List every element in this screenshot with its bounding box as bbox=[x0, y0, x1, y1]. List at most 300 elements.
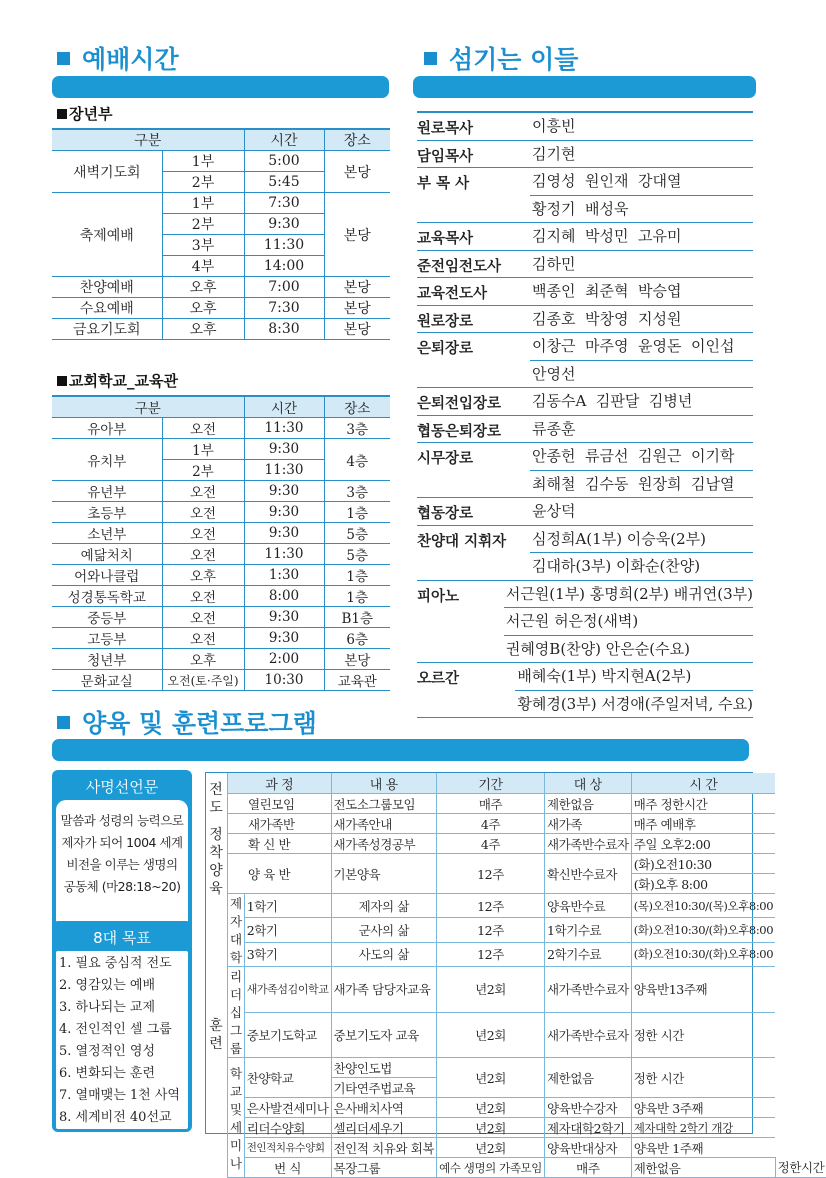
dept-name: 고등부 bbox=[52, 628, 162, 649]
table-row bbox=[52, 277, 390, 298]
servant-names bbox=[532, 443, 753, 497]
dept-name: 예닮처치 bbox=[52, 544, 162, 565]
target-cell: 새가족반수료자 bbox=[544, 834, 631, 854]
servant-row bbox=[417, 333, 753, 388]
servant-row bbox=[417, 278, 753, 306]
service-name: 새벽기도회 bbox=[52, 151, 162, 193]
servant-row bbox=[417, 251, 753, 279]
content-cell: 기본양육 bbox=[331, 854, 437, 894]
mission-statement-box bbox=[52, 770, 192, 940]
servant-role: 부 목 사 bbox=[417, 168, 532, 222]
dept-name: 청년부 bbox=[52, 649, 162, 670]
dept-name: 유년부 bbox=[52, 481, 162, 502]
table-row bbox=[52, 502, 390, 523]
servant-row bbox=[417, 498, 753, 526]
course-cell: 3학기 bbox=[244, 942, 331, 966]
group-cell: 리더십 그룹 bbox=[228, 967, 245, 1058]
time-cell: (화)오전10:30/(화)오후8:00 bbox=[631, 942, 775, 966]
servant-role: 피아노 bbox=[417, 581, 506, 663]
servant-names-line: 이창근 마주영 윤영돈 이인섭 bbox=[532, 333, 753, 360]
target-cell: 제한없음 bbox=[631, 1158, 775, 1178]
servant-names-line: 이흥빈 bbox=[532, 113, 753, 140]
service-part: 1부 bbox=[162, 193, 244, 214]
mission-text: 말씀과 성령의 능력으로 제자가 되어 1004 세계 비전을 이루는 생명의 공동체 (마28:18~20) bbox=[56, 800, 188, 908]
period-cell: 12주 bbox=[437, 894, 545, 918]
time-cell: 매주 예배후 bbox=[631, 814, 775, 834]
table-row bbox=[228, 1118, 826, 1138]
square-bullet-icon bbox=[57, 52, 70, 65]
servant-names bbox=[517, 663, 753, 717]
servant-names-line: 심정희A(1부) 이승욱(2부) bbox=[532, 526, 753, 553]
worship-section-title: 예배시간 bbox=[57, 40, 179, 76]
period-cell: 매주 bbox=[437, 794, 545, 814]
header-time: 시간 bbox=[244, 396, 324, 418]
dept-time: 9:30 bbox=[244, 523, 324, 544]
dept-time: 9:30 bbox=[244, 607, 324, 628]
table-row bbox=[52, 439, 390, 460]
servants-list bbox=[417, 111, 753, 718]
period-cell: 년2회 bbox=[437, 1012, 545, 1058]
course-cell: 새가족반 bbox=[228, 814, 332, 834]
table-row bbox=[228, 1158, 826, 1178]
content-cell: 셀리더세우기 bbox=[331, 1118, 437, 1138]
dept-part: 오전 bbox=[162, 586, 244, 607]
service-time: 5:00 bbox=[244, 151, 324, 172]
service-place: 본당 bbox=[324, 151, 390, 193]
period-cell: 4주 bbox=[437, 834, 545, 854]
content-cell: 새가족 담당자교육 bbox=[331, 967, 437, 1013]
square-bullet-icon bbox=[424, 52, 437, 65]
table-row bbox=[228, 1138, 826, 1158]
servants-title-bar bbox=[413, 76, 756, 98]
servant-names bbox=[532, 168, 753, 222]
dept-name: 어와나클럽 bbox=[52, 565, 162, 586]
servant-row bbox=[417, 581, 753, 664]
servant-names-line: 서근원(1부) 홍명희(2부) 배귀연(3부) bbox=[506, 581, 753, 608]
content-cell: 새가족성경공부 bbox=[331, 834, 437, 854]
table-row bbox=[52, 523, 390, 544]
course-cell: 1학기 bbox=[244, 894, 331, 918]
table-row bbox=[228, 894, 826, 918]
adult-worship-table bbox=[52, 128, 390, 340]
dept-place: 1층 bbox=[324, 565, 390, 586]
table-row bbox=[228, 1058, 826, 1078]
course-cell: 리더수양회 bbox=[244, 1118, 331, 1138]
dept-part: 오전 bbox=[162, 523, 244, 544]
period-cell: 년2회 bbox=[437, 967, 545, 1013]
servant-role: 담임목사 bbox=[417, 141, 532, 168]
table-row bbox=[52, 649, 390, 670]
servant-row bbox=[417, 113, 753, 141]
servant-names-line: 윤상덕 bbox=[532, 498, 753, 525]
target-cell: 1학기수료 bbox=[544, 918, 631, 942]
content-cell: 사도의 삶 bbox=[331, 942, 437, 966]
servant-names-line: 김대하(3부) 이화순(찬양) bbox=[530, 552, 753, 580]
servants-section-title: 섬기는 이들 bbox=[424, 40, 578, 76]
target-cell: 양육반대상자 bbox=[544, 1138, 631, 1158]
dept-time: 1:30 bbox=[244, 565, 324, 586]
servant-names-line: 김지혜 박성민 고유미 bbox=[532, 223, 753, 250]
dept-part: 오전 bbox=[162, 628, 244, 649]
dept-part: 1부 bbox=[162, 439, 244, 460]
servant-role: 시무장로 bbox=[417, 443, 532, 497]
table-row bbox=[52, 670, 390, 691]
time-cell: 정한 시간 bbox=[631, 1058, 775, 1098]
servant-names bbox=[532, 498, 753, 525]
header-time: 시간 bbox=[244, 129, 324, 151]
servant-names bbox=[532, 416, 753, 443]
dept-name: 초등부 bbox=[52, 502, 162, 523]
time-cell: 정한 시간 bbox=[631, 1012, 775, 1058]
servant-names-line: 김동수A 김판달 김병년 bbox=[532, 388, 753, 415]
target-cell: 양육반수강자 bbox=[544, 1098, 631, 1118]
period-cell: 년2회 bbox=[437, 1058, 545, 1098]
dept-place: 3층 bbox=[324, 481, 390, 502]
table-header-row bbox=[52, 396, 390, 418]
dept-name: 소년부 bbox=[52, 523, 162, 544]
table-row bbox=[52, 628, 390, 649]
service-part: 2부 bbox=[162, 172, 244, 193]
content-cell: 중보기도자 교육 bbox=[331, 1012, 437, 1058]
target-cell: 제한없음 bbox=[544, 794, 631, 814]
target-cell: 제한없음 bbox=[544, 1058, 631, 1098]
dept-time: 9:30 bbox=[244, 481, 324, 502]
content-cell: 예수 생명의 가족모임 bbox=[437, 1158, 545, 1178]
servant-names-line: 류종훈 bbox=[532, 416, 753, 443]
servant-names bbox=[532, 333, 753, 387]
service-part: 4부 bbox=[162, 256, 244, 277]
training-table bbox=[227, 773, 826, 1178]
dept-part: 2부 bbox=[162, 460, 244, 481]
category-nurture-label: 양 육 bbox=[206, 862, 226, 898]
content-cell: 찬양인도법 bbox=[331, 1058, 437, 1078]
servant-names bbox=[506, 581, 753, 663]
table-row bbox=[228, 854, 826, 874]
training-section-title: 양육 및 훈련프로그램 bbox=[57, 704, 317, 740]
service-time: 7:30 bbox=[244, 193, 324, 214]
dept-part: 오전 bbox=[162, 607, 244, 628]
service-place: 본당 bbox=[324, 298, 390, 319]
time-cell: 양육반 1주째 bbox=[631, 1138, 775, 1158]
dept-part: 오전 bbox=[162, 481, 244, 502]
service-time: 9:30 bbox=[244, 214, 324, 235]
servant-names-line: 안종헌 류금선 김원근 이기학 bbox=[532, 443, 753, 470]
dept-place: 1층 bbox=[324, 502, 390, 523]
time-cell: (목)오전10:30/(목)오후8:00 bbox=[631, 894, 775, 918]
table-row bbox=[52, 319, 390, 340]
dept-place: 4층 bbox=[324, 439, 390, 481]
dept-name: 성경통독학교 bbox=[52, 586, 162, 607]
service-name: 축제예배 bbox=[52, 193, 162, 277]
service-place: 본당 bbox=[324, 319, 390, 340]
servant-names-line: 최해철 김수동 원장희 김남열 bbox=[530, 470, 753, 498]
dept-place: 5층 bbox=[324, 544, 390, 565]
servant-names-line: 권혜영B(찬양) 안은순(수요) bbox=[504, 635, 753, 663]
service-part: 오후 bbox=[162, 277, 244, 298]
period-cell: 12주 bbox=[437, 918, 545, 942]
servant-names-line: 김기현 bbox=[532, 141, 753, 168]
target-cell: 새가족반수료자 bbox=[544, 1012, 631, 1058]
service-time: 7:00 bbox=[244, 277, 324, 298]
servant-row bbox=[417, 416, 753, 444]
mission-body bbox=[56, 800, 188, 932]
target-cell: 양육반수료 bbox=[544, 894, 631, 918]
dept-time: 9:30 bbox=[244, 502, 324, 523]
goal-item: 5. 열정적인 영성 bbox=[56, 1041, 188, 1063]
content-cell: 전도소그룹모임 bbox=[331, 794, 437, 814]
table-header-row bbox=[228, 773, 826, 794]
servant-names-line: 황정기 배성욱 bbox=[530, 195, 753, 223]
servant-role: 교육목사 bbox=[417, 223, 532, 250]
time-cell: 정한시간 bbox=[775, 1158, 826, 1178]
school-subtitle: 교회학교_교육관 bbox=[57, 370, 178, 391]
servant-row bbox=[417, 223, 753, 251]
period-cell: 매주 bbox=[544, 1158, 631, 1178]
dept-part: 오후 bbox=[162, 649, 244, 670]
dept-time: 8:00 bbox=[244, 586, 324, 607]
dept-time: 10:30 bbox=[244, 670, 324, 691]
service-time: 5:45 bbox=[244, 172, 324, 193]
table-row bbox=[52, 193, 390, 214]
target-cell: 2학기수료 bbox=[544, 942, 631, 966]
table-row bbox=[52, 298, 390, 319]
table-row bbox=[228, 794, 826, 814]
course-cell: 열린모임 bbox=[228, 794, 332, 814]
servant-role: 원로목사 bbox=[417, 113, 532, 140]
header-content: 내 용 bbox=[331, 773, 437, 794]
table-row bbox=[52, 151, 390, 172]
service-place: 본당 bbox=[324, 277, 390, 298]
course-cell: 찬양학교 bbox=[244, 1058, 331, 1098]
school-worship-table bbox=[52, 395, 390, 691]
service-part: 3부 bbox=[162, 235, 244, 256]
dept-place: 1층 bbox=[324, 586, 390, 607]
servant-names-line: 김하민 bbox=[532, 251, 753, 278]
square-bullet-icon bbox=[57, 716, 70, 729]
category-settle-label: 정 착 bbox=[206, 826, 226, 862]
goal-item: 3. 하나되는 교제 bbox=[56, 997, 188, 1019]
service-place: 본당 bbox=[324, 193, 390, 277]
period-cell: 년2회 bbox=[437, 1118, 545, 1138]
category-training-label: 훈 련 bbox=[206, 1017, 226, 1053]
group-cell: 제자 대학 bbox=[228, 894, 245, 967]
target-cell: 새가족 bbox=[544, 814, 631, 834]
dept-time: 9:30 bbox=[244, 439, 324, 460]
servant-names bbox=[532, 141, 753, 168]
course-cell: 전인적치유수양회 bbox=[244, 1138, 331, 1158]
dept-time: 2:00 bbox=[244, 649, 324, 670]
goal-item: 2. 영감있는 예배 bbox=[56, 975, 188, 997]
service-part: 1부 bbox=[162, 151, 244, 172]
dept-part: 오전 bbox=[162, 544, 244, 565]
course-cell: 번 식 bbox=[244, 1158, 331, 1178]
service-part: 오후 bbox=[162, 319, 244, 340]
dept-place: 6층 bbox=[324, 628, 390, 649]
table-row bbox=[228, 1012, 826, 1058]
dept-time: 11:30 bbox=[244, 544, 324, 565]
service-time: 7:30 bbox=[244, 298, 324, 319]
dept-name: 유치부 bbox=[52, 439, 162, 481]
period-cell: 년2회 bbox=[437, 1138, 545, 1158]
goal-item: 7. 열매맺는 1천 사역 bbox=[56, 1085, 188, 1107]
mission-title: 사명선언문 bbox=[52, 770, 192, 800]
servant-role: 협동장로 bbox=[417, 498, 532, 525]
table-row bbox=[228, 942, 826, 966]
dept-time: 11:30 bbox=[244, 460, 324, 481]
dept-part: 오전 bbox=[162, 418, 244, 439]
servant-role: 협동은퇴장로 bbox=[417, 416, 532, 443]
time-cell: (화)오전10:30 bbox=[631, 854, 775, 874]
service-name: 수요예배 bbox=[52, 298, 162, 319]
service-name: 금요기도회 bbox=[52, 319, 162, 340]
dept-place: B1층 bbox=[324, 607, 390, 628]
servant-role: 은퇴전입장로 bbox=[417, 388, 532, 415]
header-place: 장소 bbox=[324, 396, 390, 418]
servant-role: 교육전도사 bbox=[417, 278, 532, 305]
period-cell: 12주 bbox=[437, 854, 545, 894]
service-part: 2부 bbox=[162, 214, 244, 235]
content-cell: 새가족안내 bbox=[331, 814, 437, 834]
time-cell: (화)오후 8:00 bbox=[631, 874, 775, 894]
servant-names bbox=[532, 306, 753, 333]
servant-row bbox=[417, 663, 753, 718]
header-category: 구분 bbox=[52, 129, 244, 151]
servant-row bbox=[417, 306, 753, 334]
time-cell: 주일 오후2:00 bbox=[631, 834, 775, 854]
servant-names bbox=[532, 251, 753, 278]
servant-names bbox=[532, 526, 753, 580]
table-row bbox=[52, 481, 390, 502]
header-time: 시 간 bbox=[631, 773, 775, 794]
table-row bbox=[52, 565, 390, 586]
service-name: 찬양예배 bbox=[52, 277, 162, 298]
course-cell: 확 신 반 bbox=[228, 834, 332, 854]
period-cell: 12주 bbox=[437, 942, 545, 966]
goal-item: 4. 전인적인 셀 그룹 bbox=[56, 1019, 188, 1041]
dept-part: 오후 bbox=[162, 565, 244, 586]
content-cell: 은사배치사역 bbox=[331, 1098, 437, 1118]
servant-names bbox=[532, 113, 753, 140]
servant-role: 찬양대 지휘자 bbox=[417, 526, 532, 580]
dept-part: 오전(토·주일) bbox=[162, 670, 244, 691]
table-row bbox=[228, 967, 826, 1013]
dept-name: 유아부 bbox=[52, 418, 162, 439]
header-category: 구분 bbox=[52, 396, 244, 418]
table-row bbox=[52, 418, 390, 439]
time-cell: 양육반13주째 bbox=[631, 967, 775, 1013]
dept-place: 3층 bbox=[324, 418, 390, 439]
course-cell: 은사발견세미나 bbox=[244, 1098, 331, 1118]
servant-row bbox=[417, 141, 753, 169]
goals-title: 8대 목표 bbox=[52, 921, 192, 951]
servant-role: 준전임전도사 bbox=[417, 251, 532, 278]
servant-role: 원로장로 bbox=[417, 306, 532, 333]
header-target: 대 상 bbox=[544, 773, 631, 794]
time-cell: (화)오전10:30/(화)오후8:00 bbox=[631, 918, 775, 942]
servant-names bbox=[532, 278, 753, 305]
group-cell: 학교 및 세미나 bbox=[228, 1058, 245, 1178]
dept-place: 5층 bbox=[324, 523, 390, 544]
dept-name: 문화교실 bbox=[52, 670, 162, 691]
header-course: 과 정 bbox=[228, 773, 332, 794]
servant-names bbox=[532, 223, 753, 250]
goals-box bbox=[52, 921, 192, 1132]
header-place: 장소 bbox=[324, 129, 390, 151]
servant-names-line: 배혜숙(1부) 박지현A(2부) bbox=[517, 663, 753, 690]
servant-names-line: 김종호 박창영 지성원 bbox=[532, 306, 753, 333]
content-cell: 군사의 삶 bbox=[331, 918, 437, 942]
table-row bbox=[228, 814, 826, 834]
course-cell: 새가족섬김이학교 bbox=[244, 967, 331, 1013]
service-time: 11:30 bbox=[244, 235, 324, 256]
servant-names-line: 김영성 원인재 강대열 bbox=[532, 168, 753, 195]
content-cell: 제자의 삶 bbox=[331, 894, 437, 918]
course-cell: 중보기도학교 bbox=[244, 1012, 331, 1058]
servant-names-line: 안영선 bbox=[530, 360, 753, 388]
servant-row bbox=[417, 443, 753, 498]
period-cell: 년2회 bbox=[437, 1098, 545, 1118]
goal-item: 6. 변화되는 훈련 bbox=[56, 1063, 188, 1085]
period-cell: 4주 bbox=[437, 814, 545, 834]
goals-list bbox=[56, 951, 188, 1129]
dept-name: 중등부 bbox=[52, 607, 162, 628]
goal-item: 8. 세계비전 40선교 bbox=[56, 1107, 188, 1129]
table-row bbox=[52, 607, 390, 628]
servant-role: 은퇴장로 bbox=[417, 333, 532, 387]
square-bullet-icon bbox=[57, 376, 67, 386]
course-cell: 목장그룹 bbox=[331, 1158, 437, 1178]
table-row bbox=[52, 544, 390, 565]
table-row bbox=[228, 1098, 826, 1118]
service-time: 14:00 bbox=[244, 256, 324, 277]
worship-title-bar bbox=[52, 76, 389, 98]
dept-place: 교육관 bbox=[324, 670, 390, 691]
table-row bbox=[52, 586, 390, 607]
time-cell: 매주 정한시간 bbox=[631, 794, 775, 814]
dept-part: 오전 bbox=[162, 502, 244, 523]
header-period: 기간 bbox=[437, 773, 545, 794]
servant-names-line: 백종인 최준혁 박승엽 bbox=[532, 278, 753, 305]
servant-names bbox=[532, 388, 753, 415]
course-cell: 양 육 반 bbox=[228, 854, 332, 894]
time-cell: 제자대학 2학기 개강 bbox=[631, 1118, 775, 1138]
target-cell: 새가족반수료자 bbox=[544, 967, 631, 1013]
content-cell: 기타연주법교육 bbox=[331, 1078, 437, 1098]
adult-subtitle: 장년부 bbox=[57, 103, 112, 124]
square-bullet-icon bbox=[57, 109, 67, 119]
category-evangelism-label: 전 도 bbox=[206, 781, 226, 817]
servant-names-line: 황혜경(3부) 서경애(주일저녁, 수요) bbox=[515, 690, 753, 718]
content-cell: 전인적 치유와 회복 bbox=[331, 1138, 437, 1158]
target-cell: 확신반수료자 bbox=[544, 854, 631, 894]
service-part: 오후 bbox=[162, 298, 244, 319]
servant-row bbox=[417, 388, 753, 416]
goal-item: 1. 필요 중심적 전도 bbox=[56, 953, 188, 975]
table-header-row bbox=[52, 129, 390, 151]
dept-place: 본당 bbox=[324, 649, 390, 670]
dept-time: 9:30 bbox=[244, 628, 324, 649]
training-title-bar bbox=[52, 739, 749, 761]
target-cell: 제자대학2학기 bbox=[544, 1118, 631, 1138]
service-time: 8:30 bbox=[244, 319, 324, 340]
course-cell: 2학기 bbox=[244, 918, 331, 942]
table-row bbox=[228, 834, 826, 854]
dept-time: 11:30 bbox=[244, 418, 324, 439]
servant-row bbox=[417, 168, 753, 223]
time-cell: 양육반 3주째 bbox=[631, 1098, 775, 1118]
servant-role: 오르간 bbox=[417, 663, 517, 717]
servant-names-line: 서근원 허은정(새벽) bbox=[504, 607, 753, 635]
